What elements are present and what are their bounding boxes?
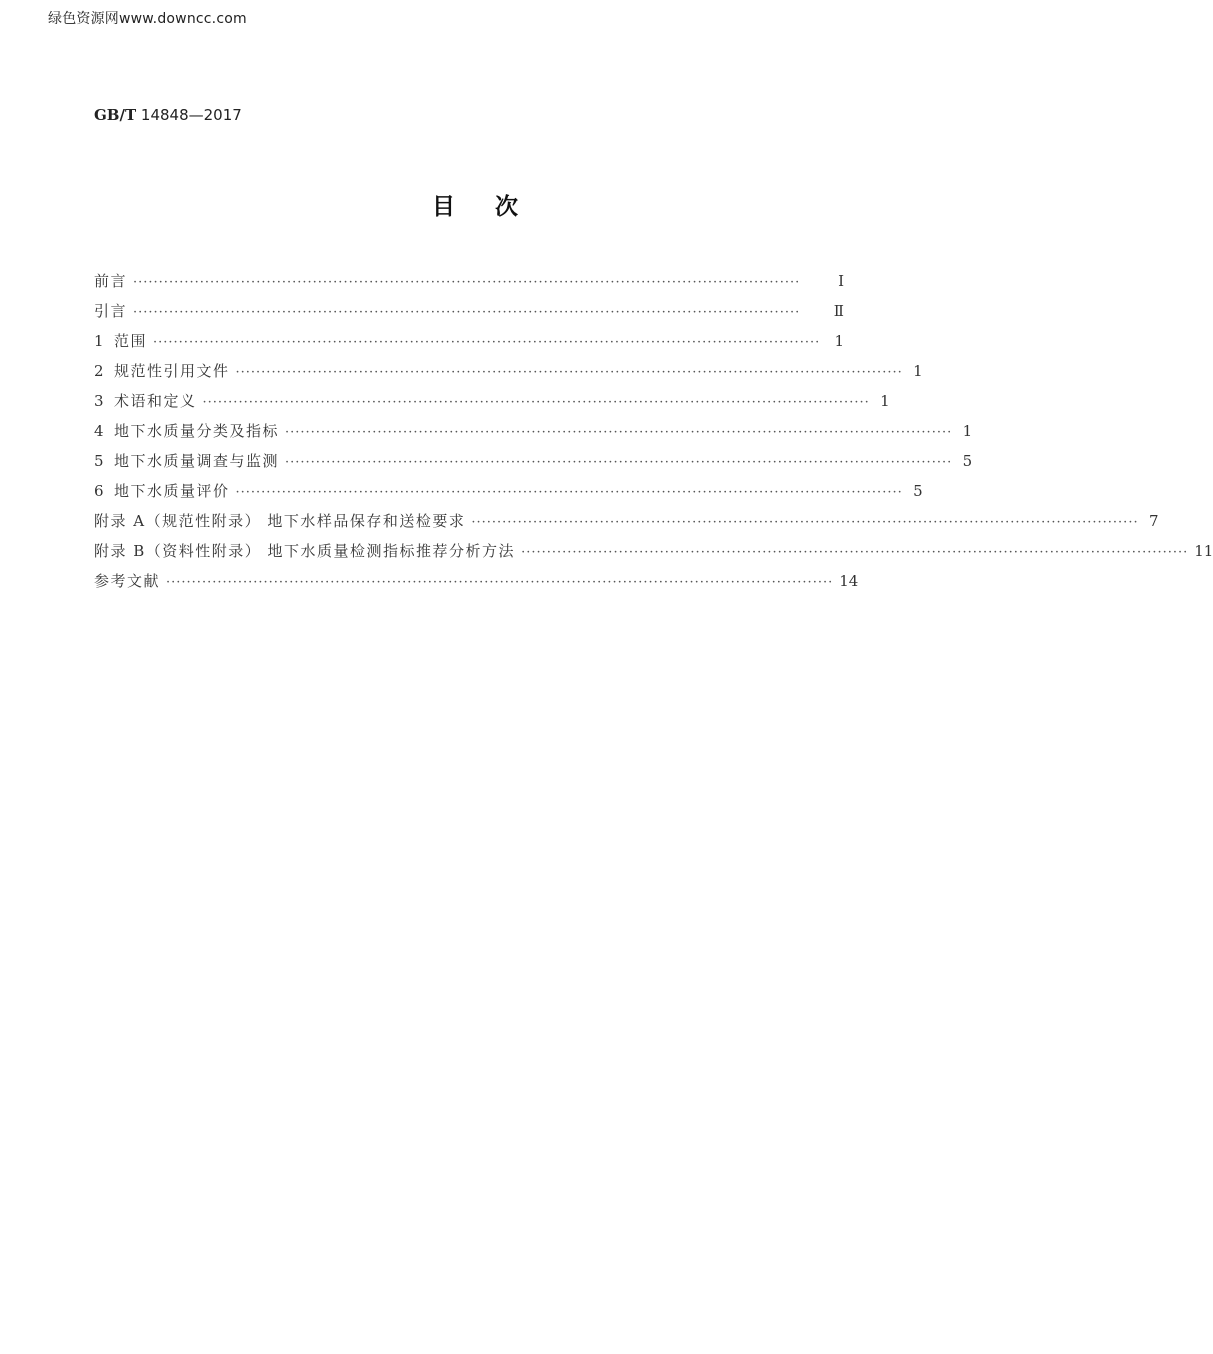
toc-entry-label: 5 地下水质量调查与监测 bbox=[94, 452, 280, 470]
toc-dot-leader: ·································································································································· bbox=[285, 425, 953, 440]
toc-entry-label: 6 地下水质量评价 bbox=[94, 482, 230, 500]
toc-dot-leader: ·································································································································· bbox=[202, 395, 870, 410]
toc-entry-label: 1 范围 bbox=[94, 332, 148, 350]
toc-dot-leader: ·································································································································· bbox=[153, 335, 821, 350]
toc-dot-leader: ·································································································································· bbox=[471, 515, 1139, 530]
standard-code-number: 14848—2017 bbox=[140, 106, 242, 124]
toc-entry-label: 参考文献 bbox=[94, 572, 161, 590]
toc-dot-leader: ·································································································································· bbox=[166, 575, 834, 590]
toc-entry-label: 3 术语和定义 bbox=[94, 392, 197, 410]
toc-entry-page: 1 bbox=[913, 362, 923, 380]
toc-entry-page: 7 bbox=[1149, 512, 1159, 530]
toc-entry-introduction[interactable] bbox=[94, 296, 844, 326]
toc-entry-survey-monitoring[interactable] bbox=[94, 446, 973, 476]
toc-dot-leader: ·································································································································· bbox=[133, 305, 801, 320]
toc-entry-terms-definitions[interactable] bbox=[94, 386, 890, 416]
watermark-text: 绿色资源网www.downcc.com bbox=[48, 11, 247, 27]
toc-entry-label: 2 规范性引用文件 bbox=[94, 362, 230, 380]
standard-code-prefix: GB/T bbox=[94, 106, 137, 124]
toc-dot-leader: ·································································································································· bbox=[285, 455, 953, 470]
toc-entry-label: 引言 bbox=[94, 302, 128, 320]
toc-entry-classification[interactable] bbox=[94, 416, 973, 446]
toc-entry-label: 附录 A（规范性附录） 地下水样品保存和送检要求 bbox=[94, 512, 466, 530]
table-of-contents bbox=[94, 266, 1213, 596]
toc-entry-page: 1 bbox=[962, 422, 973, 440]
toc-entry-page: 5 bbox=[962, 452, 973, 470]
toc-entry-label: 附录 B（资料性附录） 地下水质量检测指标推荐分析方法 bbox=[94, 542, 516, 560]
toc-entry-scope[interactable] bbox=[94, 326, 844, 356]
toc-entry-foreword[interactable] bbox=[94, 266, 844, 296]
toc-entry-appendix-b[interactable] bbox=[94, 536, 1213, 566]
toc-entry-page: 1 bbox=[880, 392, 890, 410]
toc-entry-page: Ⅰ bbox=[838, 272, 844, 290]
toc-entry-appendix-a[interactable] bbox=[94, 506, 1159, 536]
toc-entry-bibliography[interactable] bbox=[94, 566, 859, 596]
toc-entry-page: 1 bbox=[834, 332, 844, 350]
standard-code bbox=[94, 106, 242, 124]
toc-entry-page: 11 bbox=[1194, 542, 1213, 560]
toc-entry-evaluation[interactable] bbox=[94, 476, 923, 506]
toc-dot-leader: ·································································································································· bbox=[235, 485, 903, 500]
toc-dot-leader: ·································································································································· bbox=[521, 545, 1189, 560]
toc-entry-page: Ⅱ bbox=[833, 302, 844, 320]
toc-dot-leader: ·································································································································· bbox=[235, 365, 903, 380]
toc-entry-label: 4 地下水质量分类及指标 bbox=[94, 422, 280, 440]
toc-entry-page: 14 bbox=[839, 572, 859, 590]
toc-entry-label: 前言 bbox=[94, 272, 128, 290]
toc-dot-leader: ·································································································································· bbox=[133, 275, 801, 290]
toc-entry-page: 5 bbox=[913, 482, 923, 500]
toc-entry-normative-references[interactable] bbox=[94, 356, 923, 386]
toc-title: 目次 bbox=[432, 194, 558, 220]
